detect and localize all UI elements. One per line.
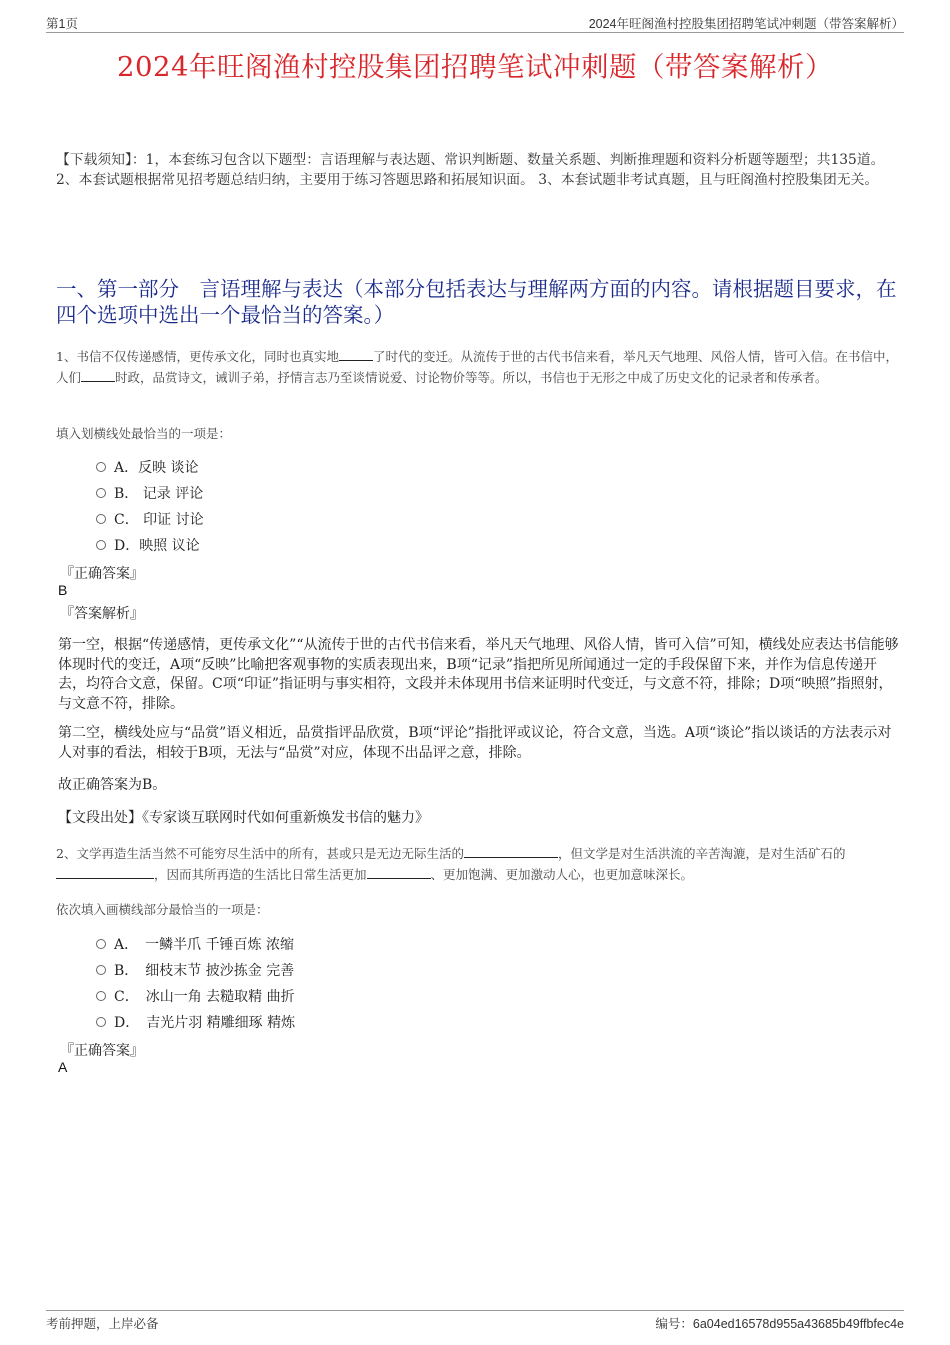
option-label: D．映照 议论	[114, 538, 200, 554]
q2-text-part: ，但文学是对生活洪流的辛苦淘漉，是对生活矿石的	[557, 846, 846, 861]
option-label: C． 印证 讨论	[114, 512, 204, 528]
option-label: D． 吉光片羽 精雕细琢 精炼	[114, 1015, 296, 1031]
q1-text-part: 1、书信不仅传递感情，更传承文化，同时也真实地	[56, 349, 339, 364]
blank-line	[339, 360, 373, 361]
radio-icon[interactable]	[96, 965, 106, 975]
q1-text-part: 时政，品赏诗文，诫训子弟，抒情言志乃至谈情说爱、讨论物价等等。所以，书信也于无形之中成了历史文化的记录者和传承者。	[115, 370, 828, 385]
option-label: C． 冰山一角 去糙取精 曲折	[114, 989, 295, 1005]
q1-option-d[interactable]	[96, 535, 200, 555]
q2-answer: A	[58, 1059, 68, 1075]
option-label: A． 一鳞半爪 千锤百炼 浓缩	[114, 937, 295, 953]
q2-text-part: 2、文学再造生活当然不可能穷尽生活中的所有，甚或只是无边无际生活的	[56, 846, 464, 861]
question-2-text	[56, 843, 904, 885]
section-heading: 一、第一部分 言语理解与表达（本部分包括表达与理解两方面的内容。请根据题目要求，在四个选项中选出一个最恰当的答案。）	[56, 277, 897, 327]
download-notice: 【下载须知】：1，本套练习包含以下题型：言语理解与表达题、常识判断题、数量关系题、判断推理题和资料分析题等题型；共135道。 2、本套试题根据常见招考题总结归纳，主要用于练习答题思路和拓展知识面。 3、本套试题非考试真题，且与旺阁渔村控股集团无关。	[56, 152, 885, 188]
header-doc-title: 2024年旺阁渔村控股集团招聘笔试冲刺题（带答案解析）	[588, 17, 904, 31]
option-label: A．反映 谈论	[114, 460, 199, 476]
q2-text-part: ，因而其所再造的生活比日常生活更加	[154, 867, 367, 882]
page-title: 2024年旺阁渔村控股集团招聘笔试冲刺题（带答案解析）	[117, 51, 833, 83]
q1-conclusion: 故正确答案为B。	[58, 777, 167, 793]
q1-source: 【文段出处】《专家谈互联网时代如何重新焕发书信的魅力》	[58, 810, 429, 826]
radio-icon[interactable]	[96, 488, 106, 498]
q1-analysis-paragraph-2: 第二空，横线处应与“品赏”语义相近，品赏指评品欣赏，B项“评论”指批评或议论，符合文意，当选。A项“谈论”指以谈话的方法表示对人对事的看法，相较于B项，无法与“品赏”对应，体现不出品评之意，排除。	[58, 725, 892, 761]
radio-icon[interactable]	[96, 1017, 106, 1027]
question-1-text	[56, 346, 904, 388]
q1-answer: B	[58, 582, 68, 598]
radio-icon[interactable]	[96, 991, 106, 1001]
radio-icon[interactable]	[96, 939, 106, 949]
q2-option-c[interactable]	[96, 986, 295, 1006]
code-label: 编号：	[655, 1316, 693, 1331]
option-label: B． 记录 评论	[114, 486, 204, 502]
q1-answer-label: 『正确答案』	[60, 566, 144, 582]
blank-line	[56, 878, 154, 879]
q2-option-b[interactable]	[96, 960, 294, 980]
radio-icon[interactable]	[96, 462, 106, 472]
radio-icon[interactable]	[96, 540, 106, 550]
q1-option-c[interactable]	[96, 509, 204, 529]
q1-option-a[interactable]	[96, 457, 199, 477]
q1-analysis-label: 『答案解析』	[60, 606, 144, 622]
footer-code	[655, 1314, 904, 1332]
blank-line	[81, 381, 115, 382]
radio-icon[interactable]	[96, 514, 106, 524]
blank-line	[464, 857, 558, 858]
q1-text-part: 了时代的变迁。从流传于世的古代书信来看，举凡天气地理、风俗人情，皆可入信。在书信中，人们	[56, 349, 898, 385]
footer-divider	[46, 1310, 904, 1311]
option-label: B． 细枝末节 披沙拣金 完善	[114, 963, 295, 979]
question-1-prompt: 填入划横线处最恰当的一项是：	[56, 426, 232, 441]
q2-option-d[interactable]	[96, 1012, 295, 1032]
blank-line	[367, 878, 431, 879]
q2-answer-label: 『正确答案』	[60, 1043, 144, 1059]
header-divider	[46, 32, 904, 33]
q2-text-part: 、更加饱满、更加激动人心，也更加意味深长。	[430, 867, 694, 882]
page-number: 第1页	[46, 17, 78, 31]
question-2-prompt: 依次填入画横线部分最恰当的一项是：	[56, 902, 269, 917]
code-value: 6a04ed16578d955a43685b49ffbfec4e	[692, 1317, 904, 1331]
q1-option-b[interactable]	[96, 483, 203, 503]
q1-analysis-paragraph-1: 第一空，根据“传递感情，更传承文化”“从流传于世的古代书信来看，举凡天气地理、风俗人情，皆可入信”可知，横线处应表达书信能够体现时代的变迁，A项“反映”比喻把客观事物的实质表现出来，B项“记录”指把所见所闻通过一定的手段保留下来，并作为信息传递开去，均符合文意，保留。C项“印证”指证明与事实相符，文段并未体现用书信来证明时代变迁，与文意不符，排除；D项“映照”指照射，与文意不符，排除。	[58, 637, 899, 712]
footer-slogan: 考前押题，上岸必备	[46, 1316, 159, 1331]
q2-option-a[interactable]	[96, 934, 294, 954]
